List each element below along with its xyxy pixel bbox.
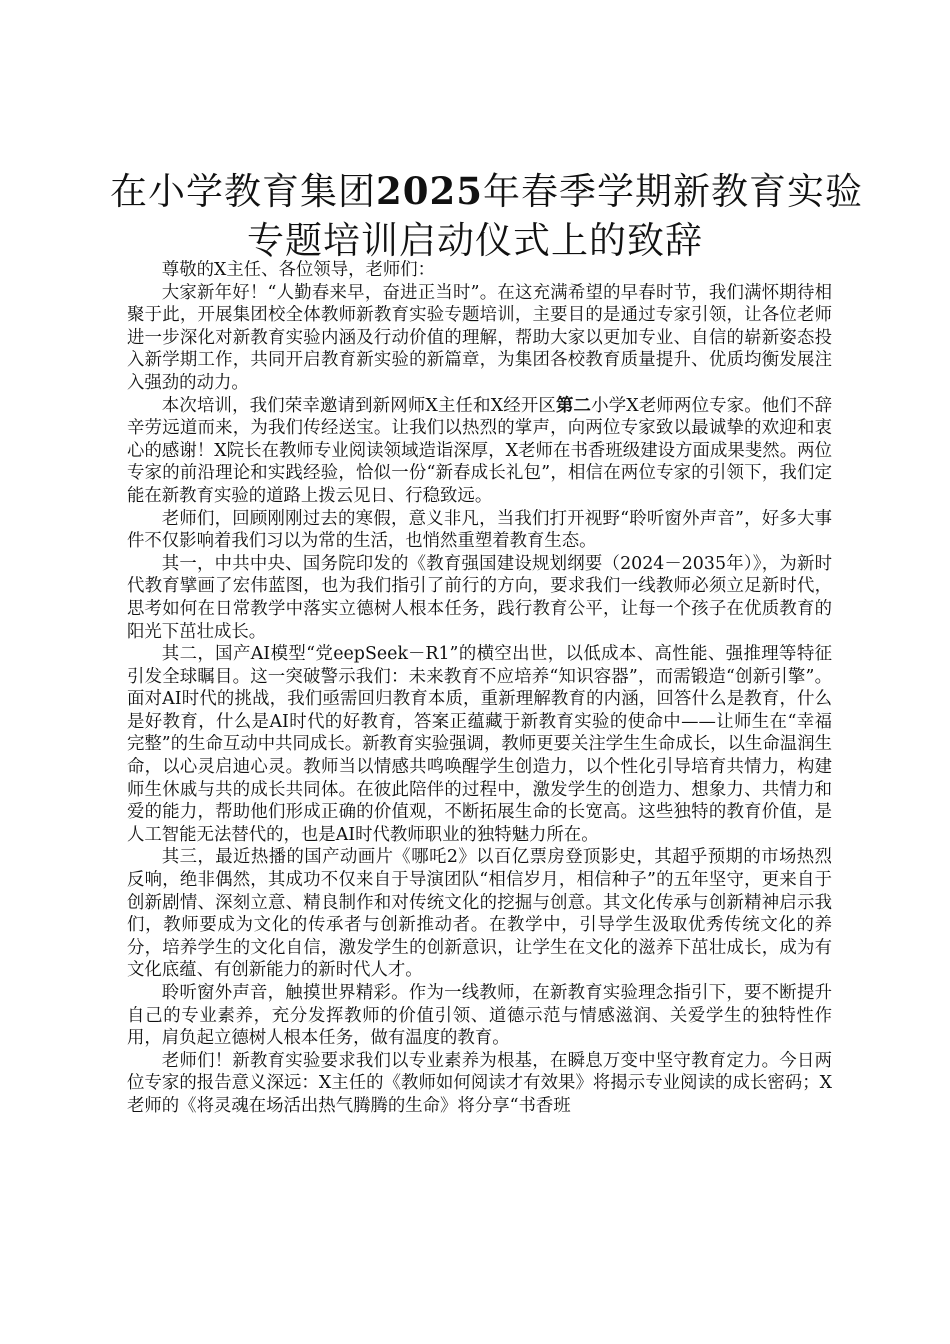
paragraph-7: 聆听窗外声音，触摸世界精彩。作为一线教师，在新教育实验理念指引下，要不断提升自己的专业素养，充分发挥教师的价值引领、道德示范与情感滋润、关爱学生的独特性作用，肩负起立德树人根本任务，做有温度的教育。 xyxy=(127,983,832,1049)
paragraph-2-bold: 第二 xyxy=(555,395,592,416)
document-body xyxy=(127,259,832,1118)
document-title-line-2: 专题培训启动仪式上的致辞 xyxy=(247,219,703,262)
paragraph-4: 其一，中共中央、国务院印发的《教育强国建设规划纲要（2024－2035年）》，为新时代教育擘画了宏伟蓝图，也为我们指引了前行的方向，要求我们一线教师必须立足新时代，思考如何在日常教学中落实立德树人根本任务，践行教育公平，让每一个孩子在优质教育的阳光下茁壮成长。 xyxy=(127,553,832,642)
salutation: 尊敬的X主任、各位领导，老师们： xyxy=(161,260,436,280)
paragraph-3: 老师们，回顾刚刚过去的寒假，意义非凡，当我们打开视野“聆听窗外声音”，好多大事件不仅影响着我们习以为常的生活，也悄然重塑着教育生态。 xyxy=(127,508,832,552)
paragraph-8: 老师们！新教育实验要求我们以专业素养为根基，在瞬息万变中坚守教育定力。今日两位专家的报告意义深远：X主任的《教师如何阅读才有效果》将揭示专业阅读的成长密码；X老师的《将灵魂在场活出热气腾腾的生命》将分享“书香班 xyxy=(127,1050,832,1116)
paragraph-5: 其二，国产AI模型“党eepSeek－R1”的横空出世，以低成本、高性能、强推理等特征引发全球瞩目。这一突破警示我们：未来教育不应培养“知识容器”，而需锻造“创新引擎”。面对AI时代的挑战，我们亟需回归教育本质，重新理解教育的内涵，回答什么是教育，什么是好教育，什么是AI时代的好教育，答案正蕴藏于新教育实验的使命中——让师生在“幸福完整”的生命互动中共同成长。新教育实验强调，教师更要关注学生生命成长，以生命温润生命，以心灵启迪心灵。教师当以情感共鸣唤醒学生创造力，以个性化引导培育共情力，构建师生休戚与共的成长共同体。在彼此陪伴的过程中，激发学生的创造力、想象力、共情力和爱的能力，帮助他们形成正确的价值观，不断拓展生命的长宽高。这些独特的教育价值，是人工智能无法替代的，也是AI时代教师职业的独特魅力所在。 xyxy=(127,644,832,845)
paragraph-2-part-2: 小学X老师两位专家。他们不辞辛劳远道而来，为我们传经送宝。让我们以热烈的掌声，向两位专家致以最诚挚的欢迎和衷心的感谢！X院长在教师专业阅读领域造诣深厚，X老师在书香班级建设方面成果斐然。两位专家的前沿理论和实践经验，恰似一份“新春成长礼包”，相信在两位专家的引领下，我们定能在新教育实验的道路上拨云见日、行稳致远。 xyxy=(127,395,832,506)
title-year: 2025 xyxy=(376,169,483,213)
document-title-line-1 xyxy=(110,166,863,217)
title-prefix: 在小学教育集团 xyxy=(110,170,376,213)
paragraph-6: 其三，最近热播的国产动画片《哪吒2》以百亿票房登顶影史，其超乎预期的市场热烈反响，绝非偶然，其成功不仅来自于导演团队“相信岁月，相信种子”的五年坚守，更来自于创新剧情、深刻立意、精良制作和对传统文化的挖掘与创意。其文化传承与创新精神启示我们，教师要成为文化的传承者与创新推动者。在教学中，引导学生汲取优秀传统文化的养分，培养学生的文化自信，激发学生的创新意识，让学生在文化的滋养下茁壮成长，成为有文化底蕴、有创新能力的新时代人才。 xyxy=(127,847,832,981)
paragraph-2 xyxy=(127,395,832,508)
title-suffix: 年春季学期新教育实验 xyxy=(482,170,863,213)
paragraph-2-part-1: 本次培训，我们荣幸邀请到新网师X主任和X经开区 xyxy=(161,395,556,416)
paragraph-1: 大家新年好！“人勤春来早，奋进正当时”。在这充满希望的早春时节，我们满怀期待相聚于此，开展集团校全体教师新教育实验专题培训，主要目的是通过专家引领，让各位老师进一步深化对新教育实验内涵及行动价值的理解，帮助大家以更加专业、自信的崭新姿态投入新学期工作，共同开启教育新实验的新篇章，为集团各校教育质量提升、优质均衡发展注入强劲的动力。 xyxy=(127,282,832,393)
